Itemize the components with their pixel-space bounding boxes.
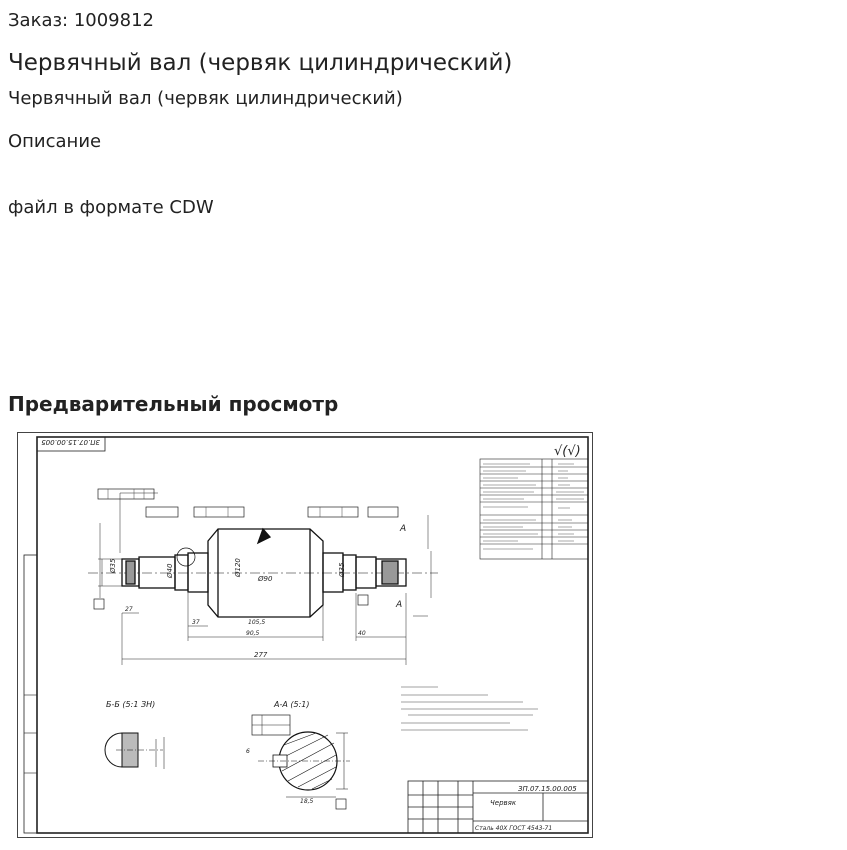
dim-d-left: Ø35 (109, 558, 117, 573)
dim-d-journal: Ø40 (166, 563, 174, 578)
section-mark-a2: А (396, 600, 403, 610)
dim-len-2: 90,5 (246, 630, 260, 637)
dim-sec-width: 6 (246, 748, 250, 755)
dim-d-worm: Ø120 (234, 558, 242, 577)
side-strip (24, 555, 37, 833)
section-bb-label: Б-Б (5:1 ЗН) (106, 700, 156, 709)
section-aa-label: А-А (5:1) (274, 700, 310, 709)
section-mark-a: А (400, 524, 407, 534)
stamp-top-text: ЗП.07.15.00.005 (41, 438, 100, 446)
roughness-mark: √(√) (554, 444, 581, 459)
technical-drawing (18, 433, 592, 837)
description-heading: Описание (8, 131, 102, 152)
title-block-code: ЗП.07.15.00.005 (518, 785, 577, 793)
dim-sec-depth: 18,5 (300, 798, 314, 805)
dim-d-root: Ø90 (258, 575, 273, 583)
dim-len-5: 37 (192, 619, 200, 626)
description-text: файл в формате CDW (8, 197, 214, 218)
shaft-view (88, 529, 438, 617)
page-subtitle: Червячный вал (червяк цилиндрический) (8, 88, 403, 109)
preview-heading: Предварительный просмотр (8, 392, 339, 416)
technical-notes (401, 687, 538, 730)
order-number: Заказ: 1009812 (8, 10, 154, 31)
section-bb (105, 733, 164, 769)
parameter-table (480, 459, 588, 559)
dim-len-3: 105,5 (248, 619, 266, 626)
drawing-preview[interactable] (17, 432, 593, 838)
page-title: Червячный вал (червяк цилиндрический) (8, 50, 513, 76)
dim-total: 277 (254, 651, 268, 659)
title-block-material: Сталь 40Х ГОСТ 4543-71 (475, 825, 553, 832)
dim-len-4: 40 (358, 630, 366, 637)
title-block-part: Червяк (490, 799, 517, 807)
dim-d-right: Ø35 (338, 562, 346, 577)
tolerance-boxes (94, 489, 398, 609)
dim-len-1: 27 (125, 606, 133, 613)
section-aa (258, 732, 350, 797)
